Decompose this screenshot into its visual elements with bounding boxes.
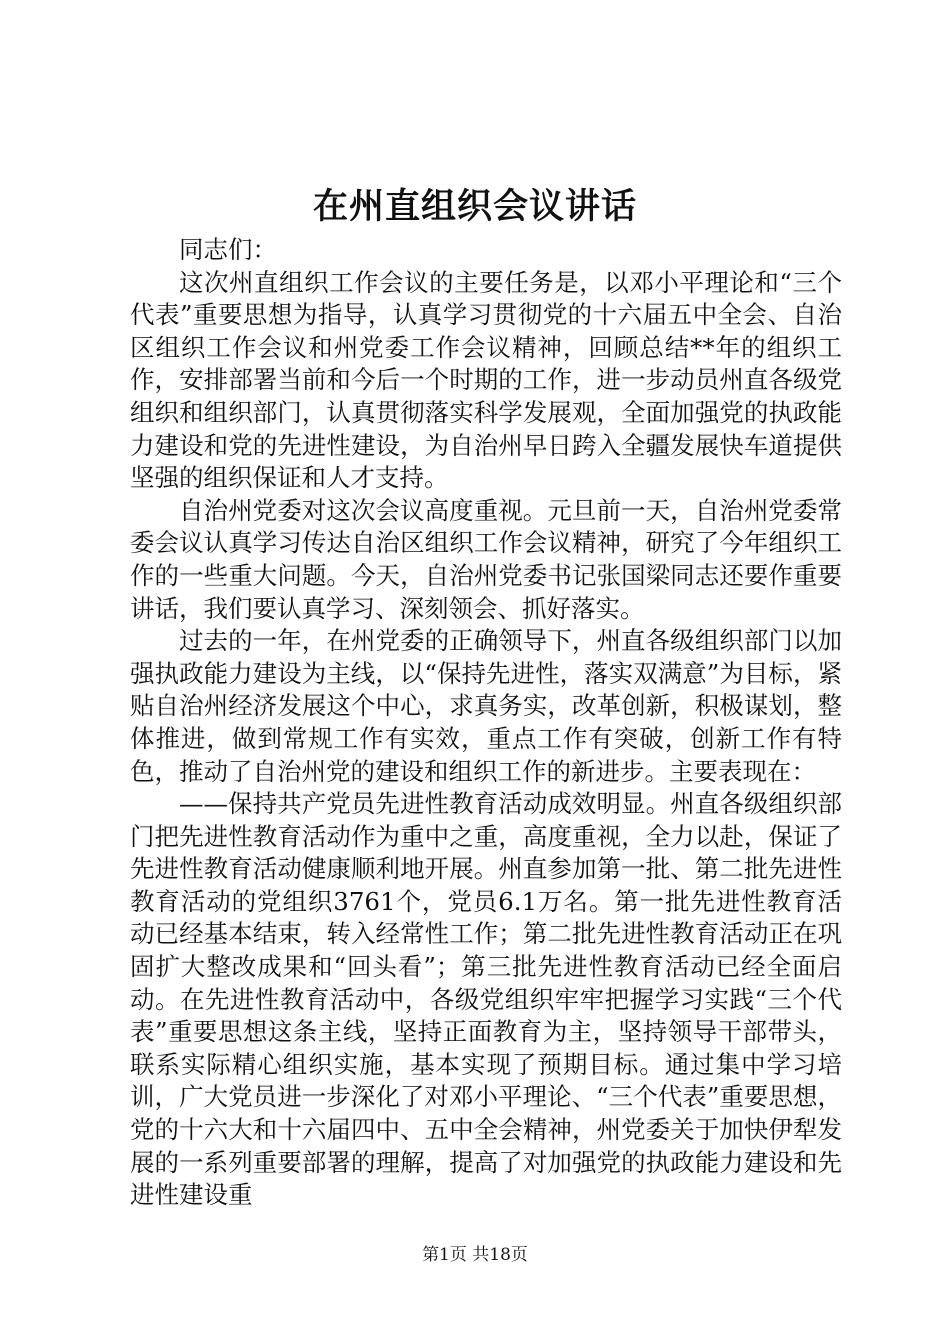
paragraph: 过去的一年，在州党委的正确领导下，州直各级组织部门以加强执政能力建设为主线，以“保持先进性，落实双满意”为目标，紧贴自治州经济发展这个中心，求真务实，改革创新，积极谋划，整体推进，做到常规工作有实效，重点工作有突破，创新工作有特色，推动了自治州党的建设和组织工作的新进步。主要表现在： <box>130 626 842 786</box>
paragraph: 这次州直组织工作会议的主要任务是，以邓小平理论和“三个代表”重要思想为指导，认真学习贯彻党的十六届五中全会、自治区组织工作会议和州党委工作会议精神，回顾总结**年的组织工作，安排部署当前和今后一个时期的工作，进一步动员州直各级党组织和组织部门，认真贯彻落实科学发展观，全面加强党的执政能力建设和党的先进性建设，为自治州早日跨入全疆发展快车道提供坚强的组织保证和人才支持。 <box>130 267 842 493</box>
paragraph: ——保持共产党员先进性教育活动成效明显。州直各级组织部门把先进性教育活动作为重中之重，高度重视，全力以赴，保证了先进性教育活动健康顺利地开展。州直参加第一批、第二批先进性教育活动的党组织3761个，党员6.1万名。第一批先进性教育活动已经基本结束，转入经常性工作；第二批先进性教育活动正在巩固扩大整改成果和“回头看”；第三批先进性教育活动已经全面启动。在先进性教育活动中，各级党组织牢牢把握学习实践“三个代表”重要思想这条主线，坚持正面教育为主，坚持领导干部带头，联系实际精心组织实施，基本实现了预期目标。通过集中学习培训，广大党员进一步深化了对邓小平理论、“三个代表”重要思想，党的十六大和十六届四中、五中全会精神，州党委关于加快伊犁发展的一系列重要部署的理解，提高了对加强党的执政能力建设和先进性建设重 <box>130 789 842 1210</box>
document-body <box>130 234 842 1212</box>
salutation: 同志们： <box>179 235 277 264</box>
page-footer: 第1页 共18页 <box>422 1245 528 1265</box>
document-title: 在州直组织会议讲话 <box>312 186 637 227</box>
paragraph: 自治州党委对这次会议高度重视。元旦前一天，自治州党委常委会议认真学习传达自治区组织工作会议精神，研究了今年组织工作的一些重大问题。今天，自治州党委书记张国梁同志还要作重要讲话，我们要认真学习、深刻领会、抓好落实。 <box>130 495 842 623</box>
